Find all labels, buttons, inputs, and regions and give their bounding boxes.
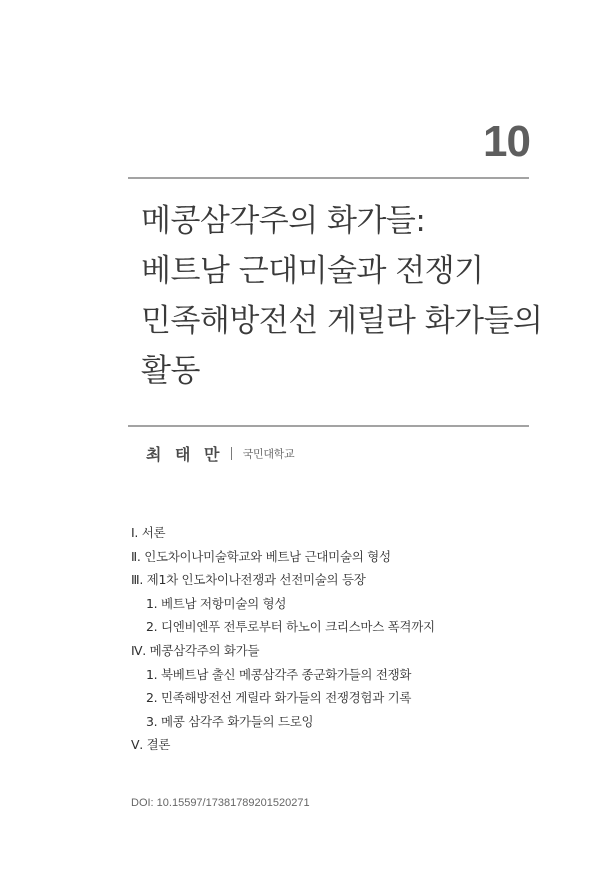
title-line: 메콩삼각주의 화가들: xyxy=(141,203,426,239)
toc-item: Ⅱ. 인도차이나미술학교와 베트남 근대미술의 형성 xyxy=(131,548,391,564)
toc-subitem: 3. 메콩 삼각주 화가들의 드로잉 xyxy=(146,713,314,729)
title-line: 활동 xyxy=(141,353,200,389)
toc-item: Ⅳ. 메콩삼각주의 화가들 xyxy=(131,642,260,658)
doi-text: DOI: 10.15597/17381789201520271 xyxy=(131,797,310,809)
title-line: 민족해방전선 게릴라 화가들의 xyxy=(141,303,543,339)
toc-item: Ⅰ. 서론 xyxy=(131,525,166,540)
toc-subitem: 1. 베트남 저항미술의 형성 xyxy=(146,595,287,611)
chapter-title xyxy=(141,196,541,396)
author-affiliation: 국민대학교 xyxy=(242,447,295,461)
toc-item: Ⅴ. 결론 xyxy=(131,737,171,753)
toc-subitem: 2. 디엔비엔푸 전투로부터 하노이 크리스마스 폭격까지 xyxy=(146,619,435,635)
author-name: 최 태 만 xyxy=(146,445,224,464)
title-divider xyxy=(128,425,529,427)
toc-subitem: 2. 민족해방전선 게릴라 화가들의 전쟁경험과 기록 xyxy=(146,690,412,706)
title-line: 베트남 근대미술과 전쟁기 xyxy=(141,253,484,289)
chapter-number: 10 xyxy=(483,117,530,166)
toc-subitem: 1. 북베트남 출신 메콩삼각주 종군화가들의 전쟁화 xyxy=(146,666,412,682)
top-divider xyxy=(128,177,529,179)
author-line xyxy=(146,442,294,468)
author-separator xyxy=(231,447,232,460)
toc-item: Ⅲ. 제1차 인도차이나전쟁과 선전미술의 등장 xyxy=(131,572,366,588)
table-of-contents xyxy=(131,521,551,757)
